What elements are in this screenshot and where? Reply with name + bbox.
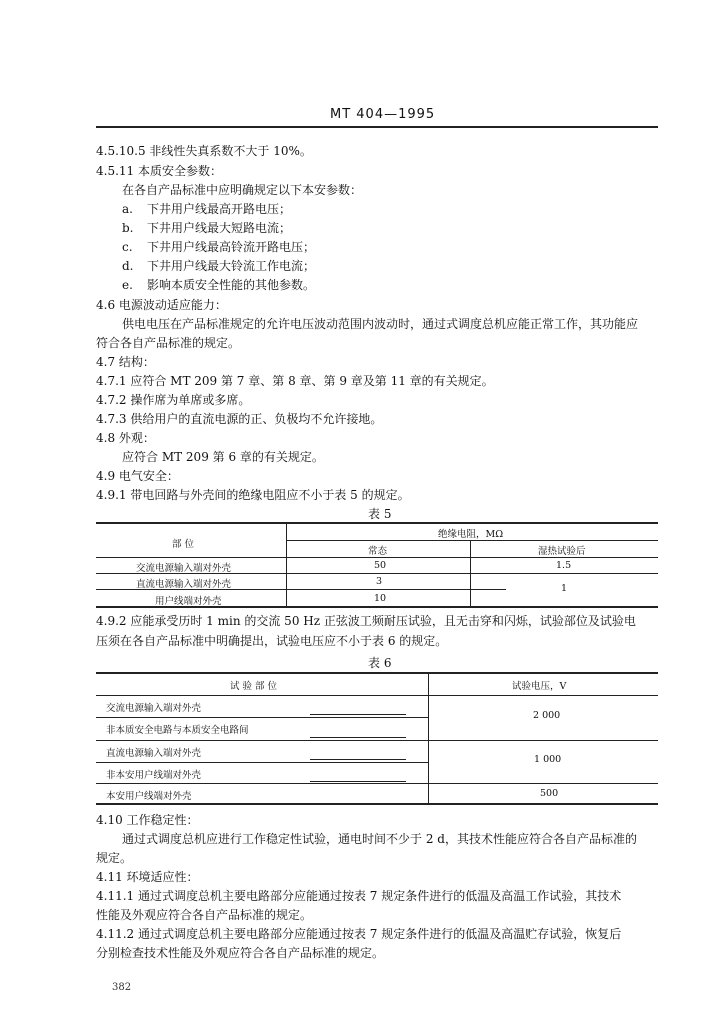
clause-4-5-11: 4.5.11 本质安全参数：: [96, 164, 222, 178]
table-row-part: 直流电源输入端对外壳: [136, 579, 232, 590]
table-row-part: 直流电源输入端对外壳: [106, 748, 202, 759]
table-5-header-damp: 湿热试验后: [538, 546, 586, 557]
paragraph-text: 通过式调度总机应进行工作稳定性试验，通电时间不少于 2 d，其技术性能应符合各自产品标准的: [122, 832, 637, 846]
clause-4-9-2: 4.9.2 应能承受历时 1 min 的交流 50 Hz 正弦波工频耐压试验，且无击穿和闪烁，试验部位及试验电: [96, 614, 636, 628]
table-cell-normal: 10: [374, 593, 387, 604]
page-number: 382: [112, 982, 132, 993]
clause-4-7-2: 4.7.2 操作席为单席或多席。: [96, 393, 251, 407]
table-cell-damp: 1: [561, 583, 568, 594]
table-6-caption: 表 6: [368, 656, 392, 670]
table-row-part: 本安用户线端对外壳: [106, 791, 192, 802]
clause-4-10: 4.10 工作稳定性：: [96, 813, 199, 827]
list-marker: d.: [122, 259, 134, 273]
paragraph-text: 规定。: [96, 851, 133, 865]
list-marker: b.: [122, 221, 134, 235]
clause-4-8: 4.8 外观：: [96, 431, 155, 445]
paragraph-text: 应符合 MT 209 第 6 章的有关规定。: [122, 450, 324, 464]
table-5-header-part: 部 位: [172, 539, 195, 550]
list-marker: e.: [122, 278, 133, 292]
list-item: 下井用户线最高铃流开路电压；: [147, 240, 316, 254]
table-cell-voltage: 2 000: [533, 710, 561, 721]
clause-4-11-1: 4.11.1 通过式调度总机主要电路部分应能通过按表 7 规定条件进行的低温及高温工作试验，其技术: [96, 889, 622, 903]
table-6-header-part: 试 验 部 位: [230, 681, 278, 692]
paragraph-text: 供电电压在产品标准规定的允许电压波动范围内波动时，通过式调度总机应能正常工作，其功能应: [122, 317, 639, 331]
paragraph-text: 压须在各自产品标准中明确提出，试验电压应不小于表 6 的规定。: [96, 634, 448, 648]
list-marker: a.: [122, 202, 133, 216]
paragraph-text: 分别检查技术性能及外观应符合各自产品标准的规定。: [96, 946, 385, 960]
list-item: 下井用户线最高开路电压；: [147, 202, 292, 216]
table-5-caption: 表 5: [368, 507, 392, 521]
table-cell-voltage: 1 000: [534, 754, 562, 765]
clause-4-9: 4.9 电气安全：: [96, 469, 179, 483]
list-item: 下井用户线最大短路电流；: [147, 221, 292, 235]
clause-4-7-1: 4.7.1 应符合 MT 209 第 7 章、第 8 章、第 9 章及第 11 章的有关规定。: [96, 374, 494, 388]
table-cell-voltage: 500: [540, 788, 559, 799]
standard-code: MT 404—1995: [330, 107, 436, 122]
paragraph-text: 符合各自产品标准的规定。: [96, 336, 241, 350]
clause-4-9-1: 4.9.1 带电回路与外壳间的绝缘电阻应不小于表 5 的规定。: [96, 488, 410, 502]
table-row-part: 交流电源输入端对外壳: [106, 703, 202, 714]
table-row-part: 用户线端对外壳: [155, 596, 222, 607]
list-item: 影响本质安全性能的其他参数。: [147, 278, 316, 292]
table-cell-damp: 1.5: [556, 560, 572, 571]
list-marker: c.: [122, 240, 133, 254]
clause-4-11: 4.11 环境适应性：: [96, 870, 199, 884]
table-row-part: 非本质安全电路与本质安全电路间: [106, 725, 249, 736]
table-6-header-voltage: 试验电压，V: [512, 681, 567, 692]
paragraph-text: 性能及外观应符合各自产品标准的规定。: [96, 908, 313, 922]
table-row-part: 非本安用户线端对外壳: [106, 770, 202, 781]
table-row-part: 交流电源输入端对外壳: [136, 563, 232, 574]
table-5-header-normal: 常态: [368, 546, 388, 557]
list-item: 下井用户线最大铃流工作电流；: [147, 259, 316, 273]
clause-4-6: 4.6 电源波动适应能力：: [96, 298, 227, 312]
clause-4-11-2: 4.11.2 通过式调度总机主要电路部分应能通过按表 7 规定条件进行的低温及高温贮存试验，恢复后: [96, 927, 622, 941]
clause-4-7: 4.7 结构：: [96, 355, 155, 369]
table-cell-normal: 3: [376, 576, 383, 587]
clause-4-7-3: 4.7.3 供给用户的直流电源的正、负极均不允许接地。: [96, 412, 383, 426]
paragraph-text: 在各自产品标准中应明确规定以下本安参数：: [122, 183, 363, 197]
table-cell-normal: 50: [374, 560, 387, 571]
header-rule: [96, 126, 658, 128]
clause-4-5-10-5: 4.5.10.5 非线性失真系数不大于 10%。: [96, 144, 312, 158]
table-5-header-group: 绝缘电阻，MΩ: [438, 529, 504, 540]
